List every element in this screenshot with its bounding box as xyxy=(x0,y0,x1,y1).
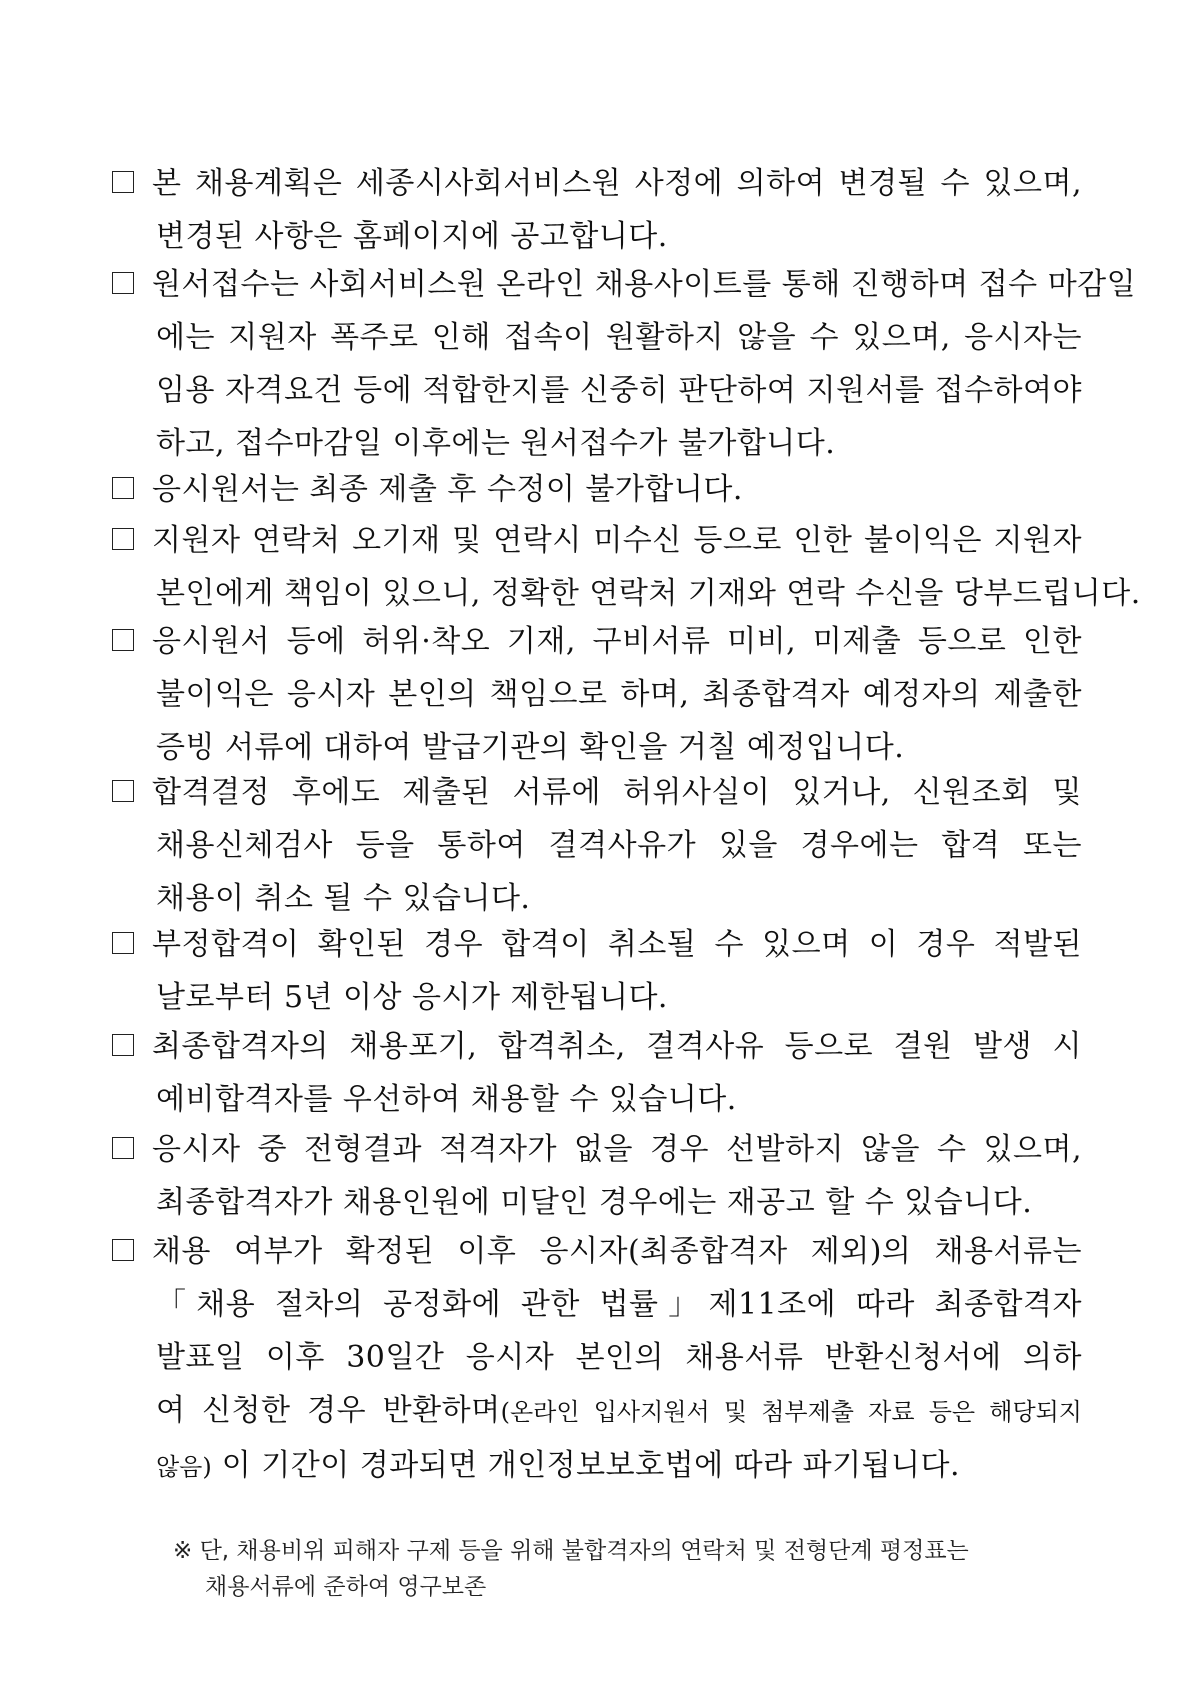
item-text-small: 않음) xyxy=(156,1453,212,1481)
item-text-line: 최종합격자의 채용포기, 합격취소, 결격사유 등으로 결원 발생 시 xyxy=(152,1029,1082,1064)
notice-item-4 xyxy=(112,514,1141,620)
item-text-line: 부정합격이 확인된 경우 합격이 취소될 수 있으며 이 경우 적발된 xyxy=(152,927,1082,962)
checkbox-icon xyxy=(112,477,134,499)
footnote-line: ※ 단, 채용비위 피해자 구제 등을 위해 불합격자의 연락처 및 전형단계 평정표는 xyxy=(173,1538,969,1564)
item-text-line: 합격결정 후에도 제출된 서류에 허위사실이 있거나, 신원조회 및 xyxy=(152,775,1082,810)
notice-item-5 xyxy=(112,615,1082,774)
checkbox-icon xyxy=(112,528,134,550)
item-text-main: 여 신청한 경우 반환하며 xyxy=(156,1393,501,1428)
item-text-main: 이 기간이 경과되면 개인정보보호법에 따라 파기됩니다. xyxy=(211,1448,961,1483)
checkbox-icon xyxy=(112,1137,134,1159)
item-text-line xyxy=(112,1384,1082,1439)
notice-item-9 xyxy=(112,1123,1082,1229)
item-text-line: 원서접수는 사회서비스원 온라인 채용사이트를 통해 진행하며 접수 마감일 xyxy=(152,267,1137,302)
item-text-line: 최종합격자가 채용인원에 미달인 경우에는 재공고 할 수 있습니다. xyxy=(156,1185,1033,1220)
checkbox-icon xyxy=(112,629,134,651)
notice-item-3 xyxy=(112,463,1082,516)
item-text-line: 채용 여부가 확정된 이후 응시자(최종합격자 제외)의 채용서류는 xyxy=(152,1234,1082,1269)
checkbox-icon xyxy=(112,780,134,802)
item-text-line: 채용이 취소 될 수 있습니다. xyxy=(156,881,531,916)
item-text-line: 불이익은 응시자 본인의 책임으로 하며, 최종합격자 예정자의 제출한 xyxy=(156,677,1082,712)
item-text-line: 발표일 이후 30일간 응시자 본인의 채용서류 반환신청서에 의하 xyxy=(156,1340,1082,1375)
item-text-small: (온라인 입사지원서 및 첨부제출 자료 등은 해당되지 xyxy=(500,1398,1082,1426)
checkbox-icon xyxy=(112,932,134,954)
notice-item-8 xyxy=(112,1020,1082,1126)
item-text-line: 채용신체검사 등을 통하여 결격사유가 있을 경우에는 합격 또는 xyxy=(156,828,1082,863)
item-text-line: 본인에게 책임이 있으니, 정확한 연락처 기재와 연락 수신을 당부드립니다. xyxy=(156,576,1141,611)
item-text-line: 하고, 접수마감일 이후에는 원서접수가 불가합니다. xyxy=(156,426,836,461)
notice-item-1 xyxy=(112,157,1082,263)
item-text-line: 본 채용계획은 세종시사회서비스원 사정에 의하여 변경될 수 있으며, xyxy=(152,166,1082,201)
footnote-line: 채용서류에 준하여 영구보존 xyxy=(205,1574,487,1600)
item-text-line: 날로부터 5년 이상 응시가 제한됩니다. xyxy=(156,980,668,1015)
item-text-line: 임용 자격요건 등에 적합한지를 신중히 판단하여 지원서를 접수하여야 xyxy=(156,373,1082,408)
checkbox-icon xyxy=(112,171,134,193)
notice-item-6 xyxy=(112,766,1082,925)
checkbox-icon xyxy=(112,1034,134,1056)
item-text-line: 응시원서 등에 허위·착오 기재, 구비서류 미비, 미제출 등으로 인한 xyxy=(152,624,1082,659)
notice-item-7 xyxy=(112,918,1082,1024)
item-text-line: 에는 지원자 폭주로 인해 접속이 원활하지 않을 수 있으며, 응시자는 xyxy=(156,320,1082,355)
item-text-line: 변경된 사항은 홈페이지에 공고합니다. xyxy=(156,219,668,254)
item-text-line: 증빙 서류에 대하여 발급기관의 확인을 거칠 예정입니다. xyxy=(156,730,905,765)
item-text-line xyxy=(112,1439,1082,1494)
notice-item-10 xyxy=(112,1225,1082,1494)
footnote xyxy=(173,1533,1083,1605)
checkbox-icon xyxy=(112,272,134,294)
item-text-line: 예비합격자를 우선하여 채용할 수 있습니다. xyxy=(156,1082,737,1117)
item-text-line: 응시자 중 전형결과 적격자가 없을 경우 선발하지 않을 수 있으며, xyxy=(152,1132,1082,1167)
item-text-line: 응시원서는 최종 제출 후 수정이 불가합니다. xyxy=(152,472,743,507)
notice-item-2 xyxy=(112,258,1137,470)
item-text-line: 지원자 연락처 오기재 및 연락시 미수신 등으로 인한 불이익은 지원자 xyxy=(152,523,1082,558)
item-text-line: 「채용 절차의 공정화에 관한 법률」제11조에 따라 최종합격자 xyxy=(156,1287,1082,1322)
checkbox-icon xyxy=(112,1239,134,1261)
